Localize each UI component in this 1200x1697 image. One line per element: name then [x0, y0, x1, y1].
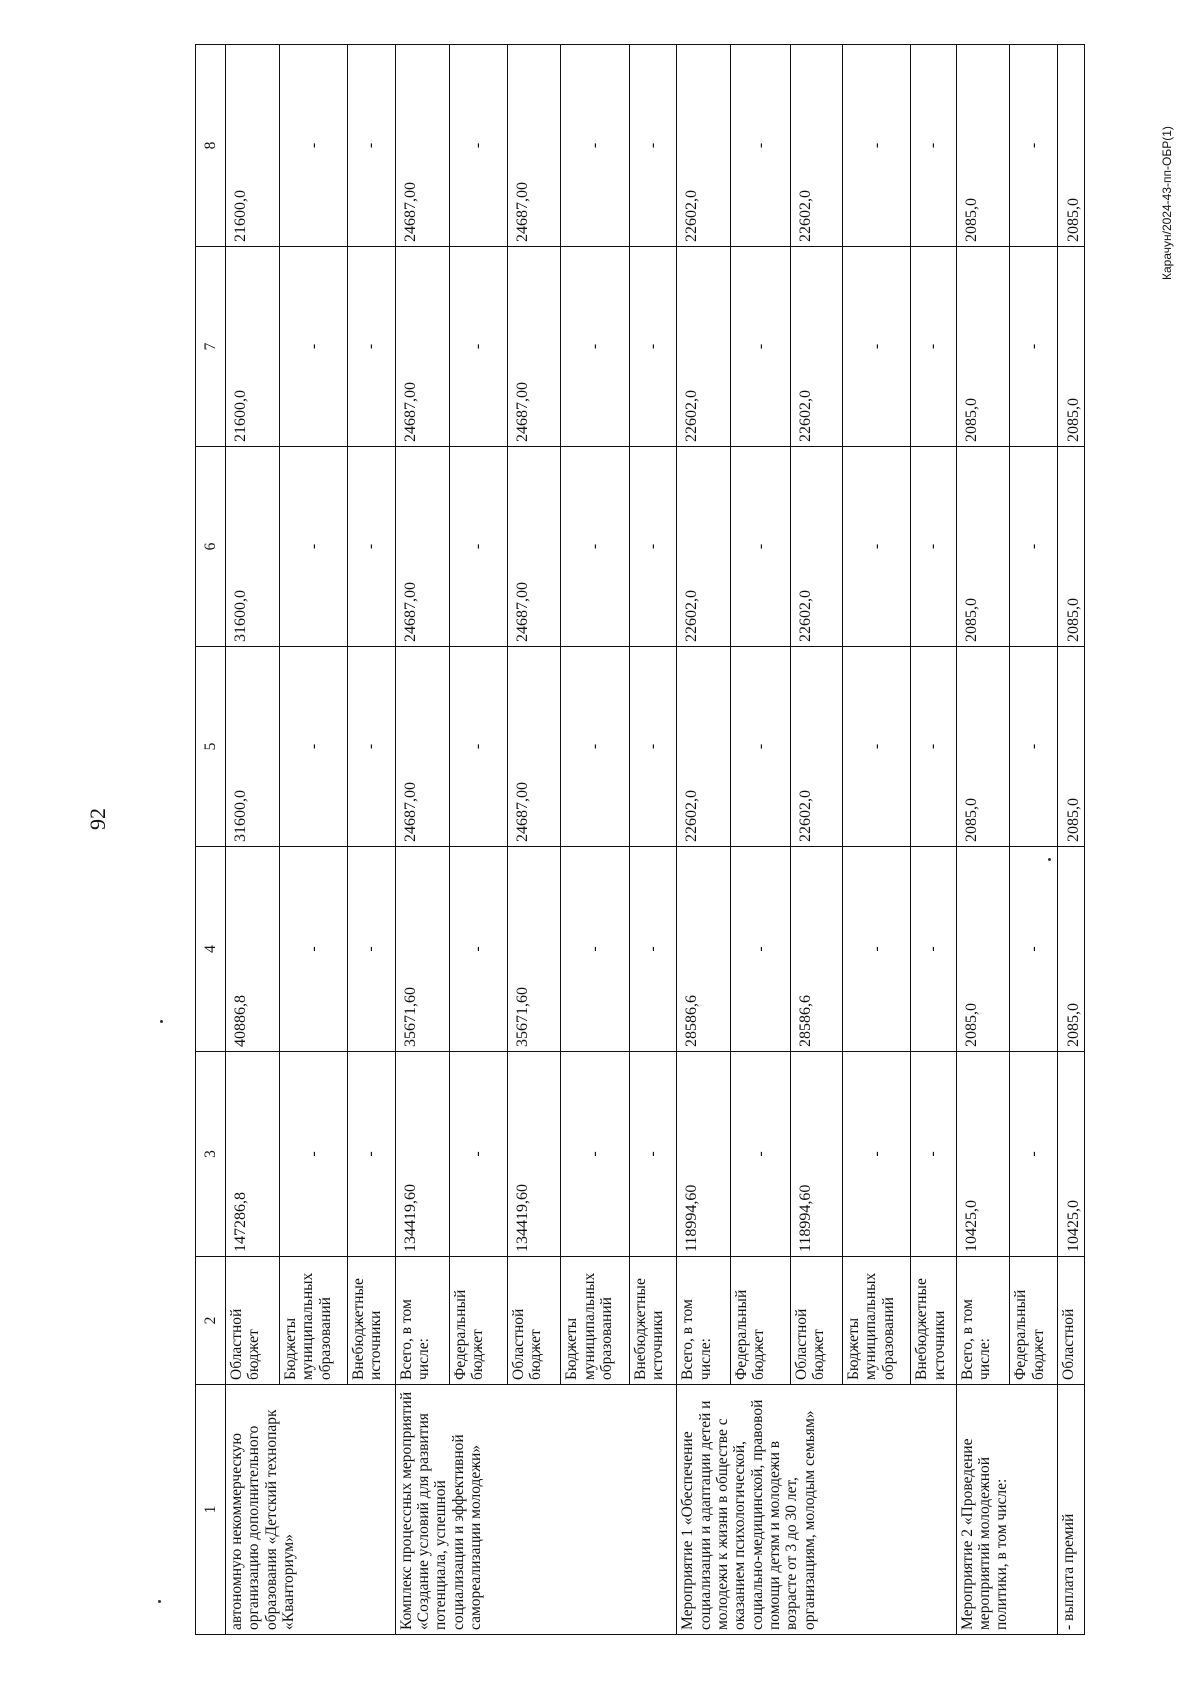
value-cell: -	[629, 847, 677, 1052]
value-cell: 24687,00	[395, 45, 449, 247]
value-cell: 35671,60	[395, 847, 449, 1052]
value-cell: -	[842, 647, 910, 847]
value-cell: 2085,0	[956, 847, 1010, 1052]
value-cell: -	[449, 447, 507, 647]
funding-source: Всего, в том числе:	[956, 1257, 1010, 1385]
value-cell: 2085,0	[956, 447, 1010, 647]
funding-source: Областной бюджет	[507, 1257, 561, 1385]
value-cell: -	[561, 247, 629, 447]
value-cell: -	[279, 45, 347, 247]
value-cell: -	[731, 247, 791, 447]
value-cell: -	[348, 647, 396, 847]
funding-source: Всего, в том числе:	[395, 1257, 449, 1385]
row-name: Комплекс процессных мероприятий «Создание условий для развития потенциала, успешной социализации и эффективной самореализации молодежи»	[395, 1385, 677, 1635]
col-header-7: 7	[196, 247, 226, 447]
table-row	[956, 45, 1010, 1635]
header-row	[196, 45, 226, 1635]
table-row	[1058, 45, 1085, 1635]
value-cell: 22602,0	[677, 447, 731, 647]
value-cell: -	[348, 447, 396, 647]
value-cell: 2085,0	[956, 247, 1010, 447]
value-cell: 147286,8	[226, 1052, 280, 1257]
value-cell: -	[449, 647, 507, 847]
value-cell: 22602,0	[677, 647, 731, 847]
row-name: - выплата премий	[1058, 1385, 1085, 1635]
value-cell: -	[1010, 247, 1058, 447]
value-cell: -	[911, 247, 957, 447]
value-cell: 24687,00	[395, 247, 449, 447]
value-cell: -	[911, 847, 957, 1052]
value-cell: -	[348, 1052, 396, 1257]
col-header-3: 3	[196, 1052, 226, 1257]
value-cell: 31600,0	[226, 647, 280, 847]
value-cell: -	[1010, 45, 1058, 247]
value-cell: 28586,6	[677, 847, 731, 1052]
value-cell: 24687,00	[507, 247, 561, 447]
value-cell: -	[1010, 447, 1058, 647]
scan-speck	[160, 1020, 163, 1023]
value-cell: 24687,00	[507, 45, 561, 247]
funding-source: Федеральный бюджет	[1010, 1257, 1058, 1385]
value-cell: -	[348, 247, 396, 447]
value-cell: 2085,0	[1058, 847, 1085, 1052]
scan-speck	[158, 1600, 161, 1603]
row-name: автономную некоммерческую организацию дополнительного образования «Детский технопарк «Кванториум»	[226, 1385, 396, 1635]
document-code: Карачун/2024-43-пп-ОБР(1)	[1160, 126, 1174, 280]
value-cell: -	[1010, 1052, 1058, 1257]
col-header-6: 6	[196, 447, 226, 647]
rotated-table-container	[195, 45, 1085, 1635]
funding-source: Федеральный бюджет	[449, 1257, 507, 1385]
value-cell: -	[449, 1052, 507, 1257]
value-cell: -	[629, 447, 677, 647]
value-cell: -	[911, 45, 957, 247]
funding-source: Областной бюджет	[226, 1257, 280, 1385]
value-cell: 24687,00	[507, 647, 561, 847]
value-cell: 22602,0	[791, 247, 843, 447]
value-cell: 2085,0	[1058, 45, 1085, 247]
value-cell: -	[911, 647, 957, 847]
value-cell: 22602,0	[677, 247, 731, 447]
value-cell: 22602,0	[677, 45, 731, 247]
value-cell: -	[629, 45, 677, 247]
table-row	[677, 45, 731, 1635]
page-number: 92	[85, 808, 110, 830]
value-cell: -	[842, 847, 910, 1052]
value-cell: -	[731, 447, 791, 647]
value-cell: -	[561, 1052, 629, 1257]
value-cell: -	[449, 247, 507, 447]
value-cell: -	[279, 647, 347, 847]
value-cell: 2085,0	[956, 45, 1010, 247]
value-cell: -	[279, 1052, 347, 1257]
value-cell: -	[629, 647, 677, 847]
col-header-1: 1	[196, 1385, 226, 1635]
value-cell: -	[561, 647, 629, 847]
value-cell: 2085,0	[1058, 647, 1085, 847]
value-cell: 31600,0	[226, 447, 280, 647]
funding-source: Всего, в том числе:	[677, 1257, 731, 1385]
value-cell: -	[348, 45, 396, 247]
value-cell: 118994,60	[677, 1052, 731, 1257]
value-cell: -	[842, 447, 910, 647]
value-cell: -	[1010, 847, 1058, 1052]
value-cell: 40886,8	[226, 847, 280, 1052]
value-cell: -	[561, 447, 629, 647]
value-cell: -	[348, 847, 396, 1052]
value-cell: 10425,0	[956, 1052, 1010, 1257]
value-cell: -	[561, 847, 629, 1052]
value-cell: -	[731, 647, 791, 847]
value-cell: -	[911, 1052, 957, 1257]
table-row	[395, 45, 449, 1635]
funding-source: Областной бюджет	[791, 1257, 843, 1385]
value-cell: 22602,0	[791, 45, 843, 247]
value-cell: 2085,0	[956, 647, 1010, 847]
value-cell: -	[561, 45, 629, 247]
value-cell: 22602,0	[791, 447, 843, 647]
value-cell: -	[449, 45, 507, 247]
value-cell: -	[629, 247, 677, 447]
funding-source: Областной	[1058, 1257, 1085, 1385]
value-cell: -	[911, 447, 957, 647]
funding-source: Бюджеты муниципальных образований	[561, 1257, 629, 1385]
value-cell: 2085,0	[1058, 247, 1085, 447]
value-cell: -	[842, 247, 910, 447]
col-header-8: 8	[196, 45, 226, 247]
value-cell: 134419,60	[395, 1052, 449, 1257]
value-cell: -	[731, 1052, 791, 1257]
value-cell: -	[279, 847, 347, 1052]
col-header-2: 2	[196, 1257, 226, 1385]
value-cell: 24687,00	[395, 447, 449, 647]
value-cell: 21600,0	[226, 247, 280, 447]
value-cell: 10425,0	[1058, 1052, 1085, 1257]
funding-source: Федеральный бюджет	[731, 1257, 791, 1385]
value-cell: -	[279, 247, 347, 447]
value-cell: 2085,0	[1058, 447, 1085, 647]
value-cell: 35671,60	[507, 847, 561, 1052]
funding-source: Внебюджетные источники	[629, 1257, 677, 1385]
row-name: Мероприятие 2 «Проведение мероприятий молодежной политики, в том числе:	[956, 1385, 1057, 1635]
value-cell: 24687,00	[507, 447, 561, 647]
value-cell: -	[731, 45, 791, 247]
table-row	[226, 45, 280, 1635]
value-cell: 118994,60	[791, 1052, 843, 1257]
col-header-5: 5	[196, 647, 226, 847]
value-cell: -	[842, 45, 910, 247]
value-cell: -	[449, 847, 507, 1052]
col-header-4: 4	[196, 847, 226, 1052]
budget-table	[195, 44, 1085, 1635]
value-cell: 21600,0	[226, 45, 280, 247]
funding-source: Внебюджетные источники	[348, 1257, 396, 1385]
row-name: Мероприятие 1 «Обеспечение социализации и адаптации детей и молодежи к жизни в обществе с оказанием психологической, социально-медицинской, правовой помощи детям и молодежи в возрасте от 3 до 30 лет, организациям, молодым семьям»	[677, 1385, 956, 1635]
funding-source: Бюджеты муниципальных образований	[279, 1257, 347, 1385]
value-cell: -	[1010, 647, 1058, 847]
value-cell: 134419,60	[507, 1052, 561, 1257]
value-cell: -	[629, 1052, 677, 1257]
value-cell: 28586,6	[791, 847, 843, 1052]
value-cell: -	[731, 847, 791, 1052]
value-cell: 22602,0	[791, 647, 843, 847]
funding-source: Внебюджетные источники	[911, 1257, 957, 1385]
funding-source: Бюджеты муниципальных образований	[842, 1257, 910, 1385]
value-cell: 24687,00	[395, 647, 449, 847]
value-cell: -	[842, 1052, 910, 1257]
value-cell: -	[279, 447, 347, 647]
